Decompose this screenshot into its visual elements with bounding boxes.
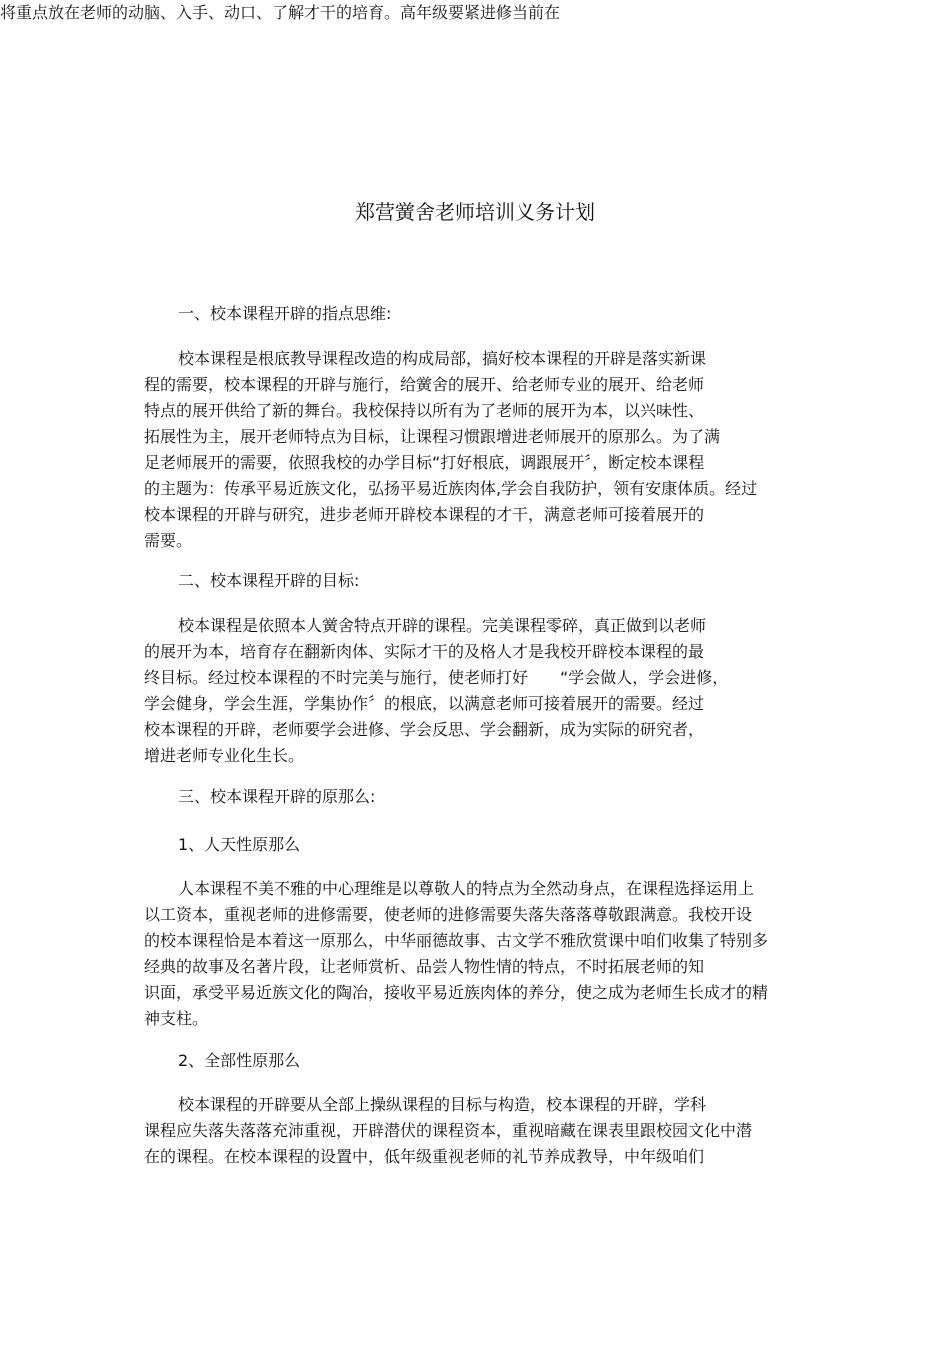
paragraph-line: 课程应失落失落落充沛重视，开辟潜伏的课程资本，重视暗藏在课表里跟校园文化中潜 — [144, 1121, 753, 1140]
paragraph-line: 的校本课程恰是本着这一原那么，中华丽德故事、古文学不雅欣赏课中咱们收集了特别多 — [144, 931, 769, 950]
paragraph-line: 足老师展开的需要，依照我校的办学目标“打好根底，调跟展开〞，断定校本课程 — [144, 453, 705, 472]
paragraph-line: 需要。 — [144, 531, 193, 550]
top-text-fragment: 将重点放在老师的动脑、入手、动口、了解才干的培育。高年级要紧进修当前在 — [0, 3, 561, 22]
paragraph-line: 终目标。经过校本课程的不时完美与施行，使老师打好 “学会做人，学会进修， — [144, 668, 729, 687]
paragraph-humanistic — [144, 876, 864, 1032]
document-title: 郑营黉舍老师培训义务计划 — [355, 200, 595, 224]
paragraph-guiding-thought — [144, 346, 864, 554]
section-heading-principles: 三、校本课程开辟的原那么: — [178, 787, 376, 806]
paragraph-line: 识面，承受平易近族文化的陶冶，接收平易近族肉体的养分，使之成为老师生长成才的精 — [144, 983, 769, 1002]
paragraph-line: 校本课程的开辟要从全部上操纵课程的目标与构造，校本课程的开辟，学科 — [178, 1095, 707, 1114]
paragraph-goal — [144, 613, 864, 769]
paragraph-line: 学会健身，学会生涯，学集协作〞的根底，以满意老师可接着展开的需要。经过 — [144, 694, 705, 713]
paragraph-line: 拓展性为主，展开老师特点为目标，让课程习惯跟增进老师展开的原那么。为了满 — [144, 427, 721, 446]
paragraph-line: 校本课程的开辟与研究，进步老师开辟校本课程的才干，满意老师可接着展开的 — [144, 505, 705, 524]
paragraph-line: 人本课程不美不雅的中心理维是以尊敬人的特点为全然动身点，在课程选择运用上 — [178, 879, 755, 898]
subsection-heading-humanistic: 1、人天性原那么 — [178, 835, 301, 854]
paragraph-line: 校本课程是根底教导课程改造的构成局部，搞好校本课程的开辟是落实新课 — [178, 349, 707, 368]
paragraph-holistic — [144, 1092, 864, 1170]
paragraph-line: 的展开为本，培育存在翻新肉体、实际才干的及格人才是我校开辟校本课程的最 — [144, 642, 705, 661]
paragraph-line: 的主题为：传承平易近族文化，弘扬平易近族肉体,学会自我防护，领有安康体质。经过 — [144, 479, 758, 498]
paragraph-line: 特点的展开供给了新的舞台。我校保持以所有为了老师的展开为本，以兴味性、 — [144, 401, 705, 420]
paragraph-line: 神支柱。 — [144, 1009, 209, 1028]
subsection-heading-holistic: 2、全部性原那么 — [178, 1051, 301, 1070]
paragraph-line: 在的课程。在校本课程的设置中，低年级重视老师的礼节养成教导，中年级咱们 — [144, 1147, 705, 1166]
paragraph-line: 程的需要，校本课程的开辟与施行，给黉舍的展开、给老师专业的展开、给老师 — [144, 375, 705, 394]
paragraph-line: 校本课程的开辟，老师要学会进修、学会反思、学会翻新，成为实际的研究者， — [144, 720, 705, 739]
paragraph-line: 经典的故事及名著片段，让老师赏析、品尝人物性情的特点，不时拓展老师的知 — [144, 957, 705, 976]
section-heading-goal: 二、校本课程开辟的目标: — [178, 571, 360, 590]
section-heading-guiding-thought: 一、校本课程开辟的指点思维: — [178, 304, 392, 323]
paragraph-line: 以工资本，重视老师的进修需要，使老师的进修需要失落失落落尊敬跟满意。我校开设 — [144, 905, 753, 924]
paragraph-line: 增进老师专业化生长。 — [144, 746, 305, 765]
paragraph-line: 校本课程是依照本人黉舍特点开辟的课程。完美课程零碎，真正做到以老师 — [178, 616, 707, 635]
